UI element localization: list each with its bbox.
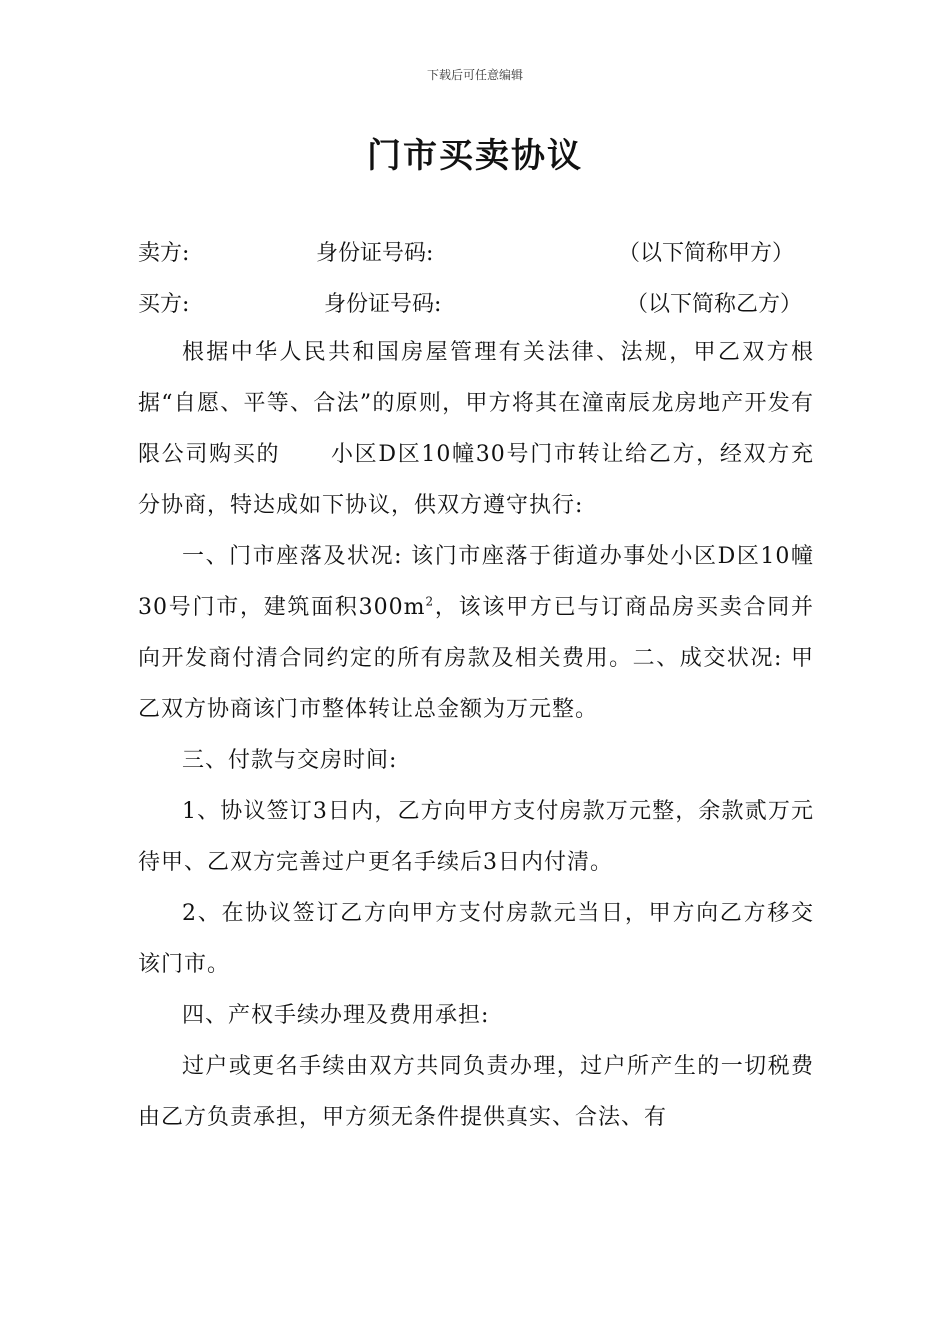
seller-alias: （以下简称甲方） [618,241,795,266]
document-title: 门市买卖协议 [367,136,583,176]
clause-3-title: 三、付款与交房时间: [182,748,398,773]
intro-paragraph [138,327,814,531]
area-unit-superscript: 2 [425,594,435,609]
clause-1-text-b: ，该该甲方已与订商品房买卖合同并向开发商付清合同约定的所有房款及相关费用。二、成交状况: 甲乙双方协商该门市整体转让总金额为万元整。 [138,595,814,722]
intro-text-a: 根据中华人民共和国房屋管理有关法律、法规，甲乙双方根据“自愿、平等、合法”的原则，甲方将其在潼南辰龙房地产开发有限公司购买的 [138,340,814,467]
header-note: 下载后可任意编辑 [426,68,523,82]
buyer-label: 买方: [138,292,190,317]
buyer-id-label: 身份证号码: [324,292,442,317]
clause-4-text: 过户或更名手续由双方共同负责办理，过户所产生的一切税费由乙方负责承担，甲方须无条件提供真实、合法、有 [138,1054,814,1130]
buyer-alias: （以下简称乙方） [626,292,803,317]
clause-3-item-2: 2、在协议签订乙方向甲方支付房款元当日，甲方向乙方移交该门市。 [138,901,814,977]
agreement-body [138,327,814,1143]
clause-4-title: 四、产权手续办理及费用承担: [182,1003,490,1028]
intro-text-b: 小区D区10幢30号门市转让给乙方，经双方充分协商，特达成如下协议，供双方遵守执行: [138,442,814,518]
clause-3-item-1: 1、协议签订3日内，乙方向甲方支付房款万元整，余款贰万元待甲、乙双方完善过户更名手续后3日内付清。 [138,799,814,875]
seller-id-label: 身份证号码: [316,241,434,266]
clause-1-text-a: 一、门市座落及状况: 该门市座落于街道办事处小区D区10幢30号门市，建筑面积300m [138,544,814,620]
seller-label: 卖方: [138,241,190,266]
clause-1-paragraph [138,531,814,735]
